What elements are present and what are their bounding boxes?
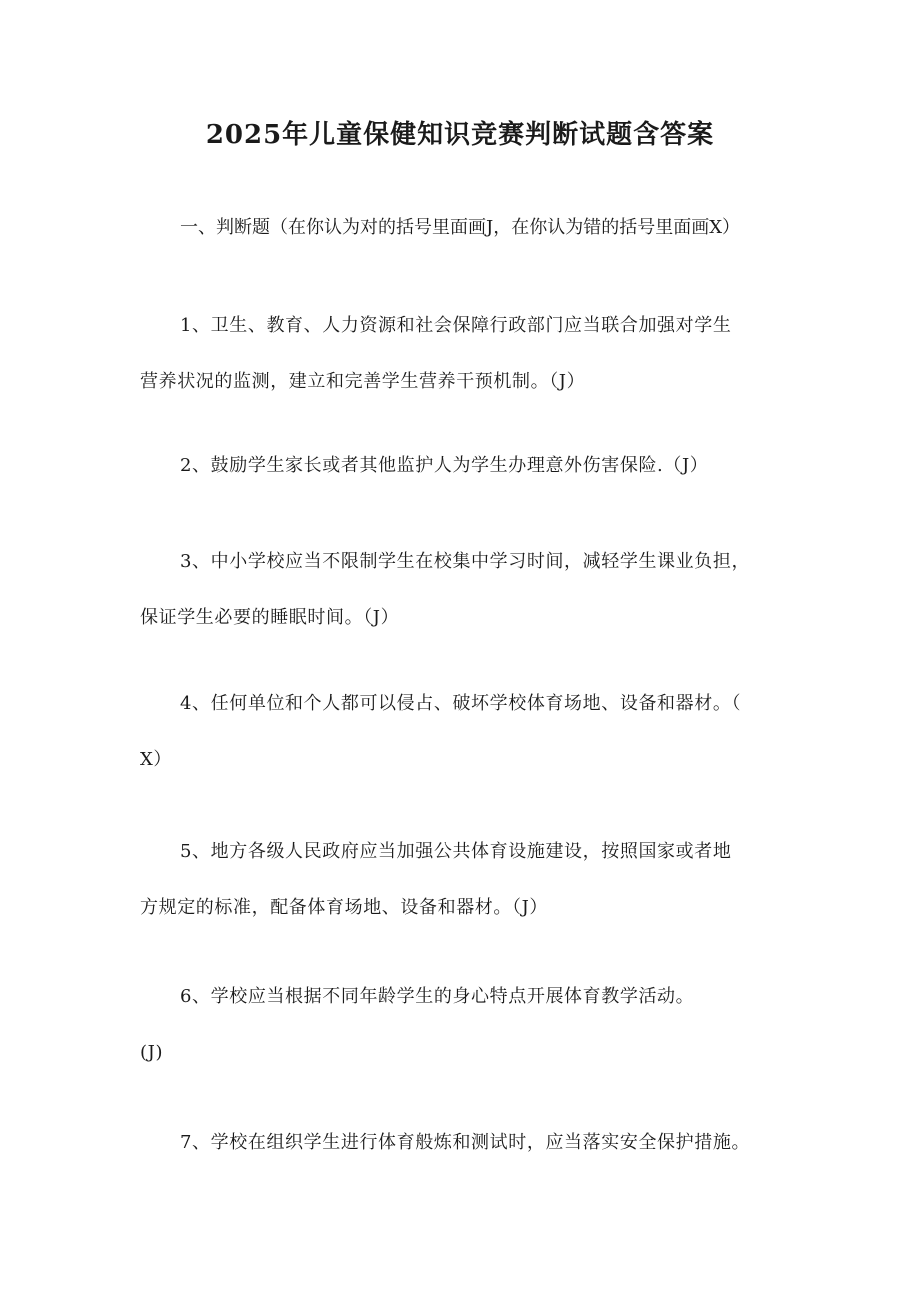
question-6-line-2: (J)	[140, 1042, 164, 1063]
question-1-line-2: 营养状况的监测，建立和完善学生营养干预机制。（J）	[140, 371, 586, 392]
document-title: 2025年儿童保健知识竞赛判断试题含答案	[205, 120, 715, 150]
question-6	[140, 983, 790, 1067]
question-6-line-1: 6、学校应当根据不同年龄学生的身心特点开展体育教学活动。	[180, 986, 695, 1007]
question-7	[140, 1129, 790, 1157]
question-5	[140, 838, 790, 922]
question-3	[140, 548, 790, 632]
section-heading: 一、判断题（在你认为对的括号里面画J，在你认为错的括号里面画X）	[180, 217, 741, 238]
question-1	[140, 312, 790, 396]
question-4-line-1: 4、任何单位和个人都可以侵占、破坏学校体育场地、设备和器材。（	[180, 693, 742, 714]
question-5-line-2: 方规定的标准，配备体育场地、设备和器材。（J）	[140, 897, 549, 918]
question-3-line-1: 3、中小学校应当不限制学生在校集中学习时间，减轻学生课业负担，	[180, 551, 751, 572]
question-2	[140, 452, 790, 480]
question-4-line-2: X）	[140, 749, 173, 770]
question-4	[140, 690, 790, 774]
question-2-line-1: 2、鼓励学生家长或者其他监护人为学生办理意外伤害保险.（J）	[180, 455, 709, 476]
question-5-line-1: 5、地方各级人民政府应当加强公共体育设施建设，按照国家或者地	[180, 841, 732, 862]
question-3-line-2: 保证学生必要的睡眠时间。（J）	[140, 607, 400, 628]
question-7-line-1: 7、学校在组织学生进行体育般炼和测试时，应当落实安全保护措施。	[180, 1132, 751, 1153]
question-1-line-1: 1、卫生、教育、人力资源和社会保障行政部门应当联合加强对学生	[180, 315, 732, 336]
